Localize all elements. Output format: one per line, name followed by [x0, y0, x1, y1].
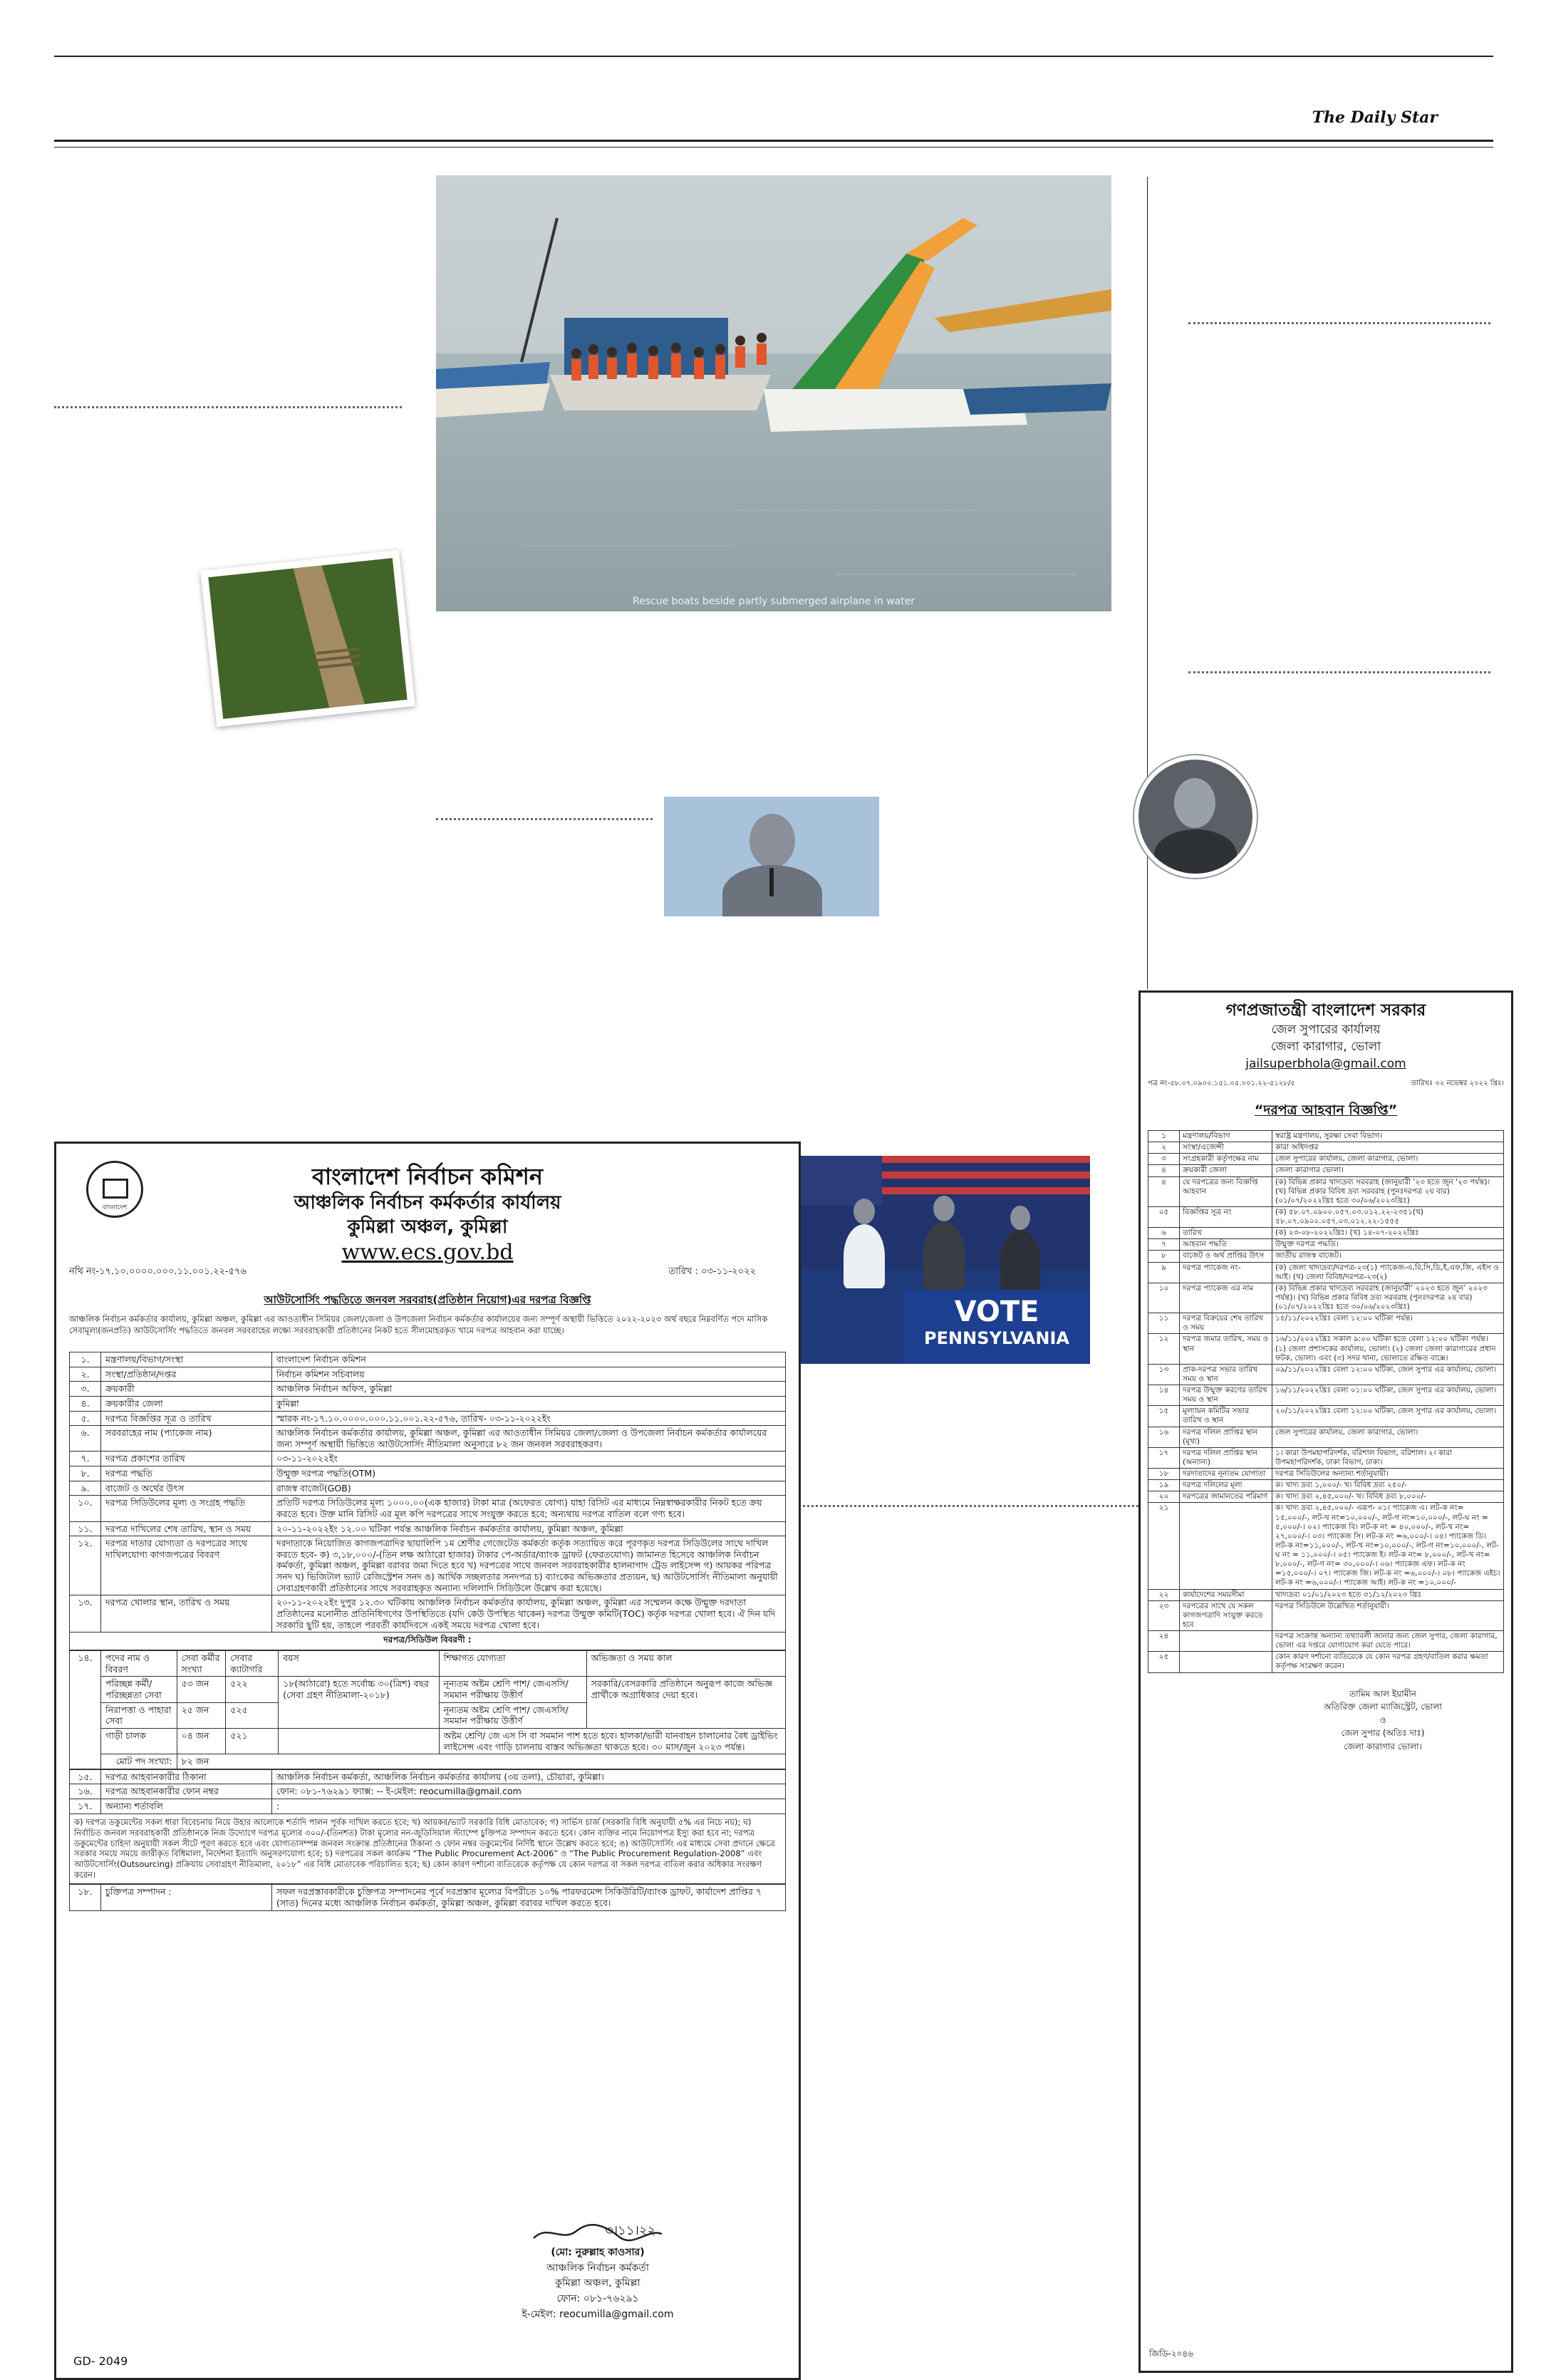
ec-signer-title: আঞ্চলিক নির্বাচন কর্মকর্তা	[546, 2262, 649, 2274]
jail-signature-block	[1262, 1687, 1504, 1754]
post-count: ০৪ জন	[177, 1728, 226, 1754]
post-education: অষ্টম শ্রেণি/ জে এস সি বা সমমান পাশ হতে হবে।	[443, 1729, 618, 1741]
person-head-placeholder	[933, 1196, 955, 1221]
ec-logo	[86, 1161, 143, 1218]
row-label: প্রাক-দরপত্র সভার তারিখ সময় ও স্থান	[1180, 1364, 1272, 1385]
ec-logo-caption: বাংলাদেশ	[102, 1204, 128, 1211]
jail-location: জেলা কারাগার, ভোলা	[1270, 1040, 1381, 1054]
row-number: ৪.	[70, 1396, 101, 1411]
row-value: বাংলাদেশ নির্বাচন কমিশন	[272, 1352, 786, 1367]
ec-header-title: বাংলাদেশ নির্বাচন কমিশন	[312, 1163, 543, 1190]
row-value: খাদ্যদ্রব্য ০১/০১/২০২৩ হতে ৩১/১২/২০২৩ খ্রিঃ	[1272, 1589, 1504, 1600]
post-driver-experience	[439, 1728, 785, 1754]
table-row	[1148, 1469, 1504, 1480]
person-body-placeholder	[1000, 1230, 1040, 1291]
row-label: ক্রয়কারী	[101, 1382, 272, 1397]
table-row	[70, 1352, 786, 1367]
row-number: ৯	[1148, 1262, 1180, 1283]
post-age: ১৮(আঠারো) হতে সর্বোচ্চ ৩০(ত্রিশ) বছর (সেবা গ্রহণ নীতিমালা-২০১৮)	[279, 1677, 439, 1729]
row-number: ২৩	[1148, 1600, 1180, 1630]
row-label: দরদাতাদের নূন্যতম যোগ্যতা	[1180, 1469, 1272, 1480]
ec-rows-table-wrap	[69, 1352, 786, 1911]
row-label: দরপত্র প্রকাশের তারিখ	[101, 1452, 272, 1466]
row-number: ৯.	[70, 1481, 101, 1496]
row-value: স্বরাষ্ট্র মন্ত্রণালয়, সুরক্ষা সেবা বিভাগ।	[1272, 1131, 1504, 1142]
row-label: ক্রয়কারী জেলা	[1180, 1165, 1272, 1176]
row-number: ১৮	[1148, 1469, 1180, 1480]
ec-posts-row-no: ১৪.	[70, 1651, 101, 1769]
row-value: সফল দরপ্রস্তাবকারীকে চুক্তিপত্র সম্পাদনের পূর্বে দরপ্রস্তাব মূল্যের বিপরীতে ১০% পারফরমেন্স সিকিউরিটি/ব্যাংক ড্রাফট, কার্যাদেশ প্রাপ্তির ৭ (সাত) দিনের মধ্যে আঞ্চলিক নির্বাচন কর্মকর্তা, কুমিল্লা অঞ্চল, কুমিল্লা বরাবর দাখিল করতে হবে।	[272, 1885, 786, 1910]
row-label: দরপত্র প্যাকেজ এর নাম	[1180, 1283, 1272, 1313]
row-value: আঞ্চলিক নির্বাচন অফিস, কুমিল্লা	[272, 1382, 786, 1397]
table-row	[70, 1396, 786, 1411]
row-value: (ক) ২৩-০৮-২০২২খ্রিঃ। (খ) ১৪-০৭-২০২২খ্রিঃ	[1272, 1228, 1504, 1239]
row-number: ১৩.	[70, 1595, 101, 1633]
row-number: ৮	[1148, 1251, 1180, 1262]
row-number: ০৫	[1148, 1206, 1180, 1227]
header-rule-2	[54, 147, 1493, 148]
table-row	[1148, 1447, 1504, 1468]
plane-rescue-photo	[436, 175, 1111, 611]
ec-posts-col-5: অভিজ্ঞতা ও সময় কাল	[586, 1651, 785, 1677]
row-number: ১৭	[1148, 1447, 1180, 1468]
top-rule	[54, 56, 1493, 57]
row-number: ১০.	[70, 1496, 101, 1521]
row-number: ২২	[1148, 1589, 1180, 1600]
table-row	[1148, 1364, 1504, 1385]
row-number: ১৯	[1148, 1480, 1180, 1491]
row-value: ১৬/১১/২০২২খ্রিঃ বেলা ০১:০০ ঘটিকা, জেল সুপার এর কার্যালয়, ভোলা।	[1272, 1385, 1504, 1406]
row-number: ১.	[70, 1352, 101, 1367]
row-value: দরপত্র সংক্রান্ত অন্যান্য তথ্যাবলী জানার জন্য জেল সুপার, জেলা কারাগার, ভোলা এর দপ্তরে যোগাযোগ করা যেতে পারে।	[1272, 1631, 1504, 1652]
table-row	[1148, 1313, 1504, 1334]
row-number: ৭.	[70, 1452, 101, 1466]
row-label: বিজ্ঞপ্তির সূত্র নং	[1180, 1206, 1272, 1227]
row-label: মন্ত্রণালয়/বিভাগ/সংস্থা	[101, 1352, 272, 1367]
jail-office: জেল সুপারের কার্যালয়	[1271, 1023, 1381, 1037]
ec-header-subtitle: আঞ্চলিক নির্বাচন কর্মকর্তার কার্যালয়	[294, 1192, 561, 1214]
ec-posts-col-3: বয়স	[279, 1651, 439, 1677]
table-row	[70, 1426, 786, 1452]
ec-notice-title: আউটসোর্সিং পদ্ধতিতে জনবল সরবরাহ(প্রতিষ্ঠান নিয়োগ)এর দরপত্র বিজ্ঞপ্তি	[264, 1293, 591, 1306]
row-label: দরপত্রের জামানতের পরিমাণ	[1180, 1491, 1272, 1503]
total-value: ৮২ জন	[177, 1754, 785, 1769]
ec-posts-col-1: সেবা কর্মীর সংখ্যা	[177, 1651, 226, 1677]
jail-memo: পত্র নং-৫৮.০৭.০৯০০.১৫১.০৫.০০১.২২-৫১২৮/৫	[1148, 1080, 1295, 1087]
row-value: (ক) জেলা খাদ্যদ্রব্য/দরপত্র-২৩(১) প্যাকেজ-এ,বি,সি,ডি,ই,এফ,জি, এইস ও আই। (খ) জেলা বিবিধ/দরপত্র-২৩(২)	[1272, 1262, 1504, 1283]
row-value: ০৩-১১-২০২২ইং	[272, 1452, 786, 1466]
table-row	[1148, 1427, 1504, 1447]
jail-title: “দরপত্র আহবান বিজ্ঞপ্তি”	[1254, 1102, 1398, 1118]
ec-website[interactable]: www.ecs.gov.bd	[341, 1240, 514, 1265]
row-number: ৬	[1148, 1228, 1180, 1239]
person-head-placeholder	[1010, 1206, 1030, 1230]
row-label: দরপত্র আহবানকারীর ফোন নম্বর	[101, 1784, 272, 1799]
rally-sign-bottom: PENNSYLVANIA	[924, 1328, 1069, 1348]
row-value: দরপত্র সিডিউলের অন্যান্য শর্তানুযায়ী।	[1272, 1469, 1504, 1480]
row-number: ৩	[1148, 1154, 1180, 1165]
aerial-forest-photo	[200, 550, 415, 727]
row-value: আঞ্চলিক নির্বাচন কর্মকর্তার কার্যালয়, কুমিল্লা অঞ্চল, কুমিল্লা এর আওতাধীন সিমিয়র জেলা/জেলা ও উপজেলা নির্বাচন কর্মকর্তার কার্যালয়ের জন্য সম্পূর্ণ অস্থায়ী ভিত্তিতে আউটসোর্সিং নীতিমালা অনুসারে ৮২ জন জনবল সরবরাহকরণ।	[272, 1426, 786, 1452]
jail-rows-table	[1148, 1130, 1504, 1673]
row-label: দরপত্র আহবানকারীর ঠিকানা	[101, 1769, 272, 1784]
ec-intro: আঞ্চলিক নির্বাচন কর্মকর্তার কার্যালয়, কুমিল্লা অঞ্চল, কুমিল্লা এর আওতাধীন সিমিয়র জেলা/জেলা ও উপজেলা নির্বাচন কর্মকর্তার কার্যালয়ের জন্য সম্পূর্ণ অস্থায়ী ভিত্তিতে ২০২২-২০২৩ অর্থ বছরে নিম্নবর্ণিত পদে মাসিক সেবামূল্য(জনপ্রতি) আউটসোর্সিং পদ্ধতিতে জনবল সরবরাহের লক্ষ্যে সরবরাহকারী প্রতিষ্ঠানের নিকট হতে সীলমোহরকৃত খামে দরপত্র আহবান করা যাচ্ছে।	[69, 1314, 768, 1335]
ec-posts-col-4: শিক্ষাগত যোগ্যতা	[439, 1651, 586, 1677]
row-value: ক। খাদ্য দ্রব্য ১,০০০/- খ। বিবিধ দ্রব্য ২৫০/-	[1272, 1480, 1504, 1491]
row-value: ২০/১১/২০২২খ্রিঃ বেলা ১২:০০ ঘটিকা, জেল সুপার এর কার্যালয়, ভোলা।	[1272, 1406, 1504, 1427]
row-label: দরপত্র প্যাকেজ নং-	[1180, 1262, 1272, 1283]
ec-posts-col-2: সেবার ক্যাটাগরি	[226, 1651, 279, 1677]
driver-exp: হালকা/ভারী যানবাহন চালানোর বৈধ ড্রাইভিং লাইসেন্স এবং গাড়ি চালনায় বাস্তব অভিজ্ঞতা থাকতে হবে। ৩০ মাস/জুন ২০২৩ পর্যন্ত।	[443, 1729, 778, 1752]
table-row	[1148, 1406, 1504, 1427]
row-value: ২০-১১-২০২২ইং ১২.০০ ঘটিকা পর্যন্ত আঞ্চলিক নির্বাচন কর্মকর্তার কার্যালয়, কুমিল্লা অঞ্চল, কুমিল্লা	[272, 1521, 786, 1536]
jail-signer-title2: জেল সুপার (অতিঃ দাঃ)	[1341, 1728, 1425, 1739]
row-value: ১৫/১১/২০২২খ্রিঃ বেলা ১২:০০ ঘটিকা পর্যন্ত।	[1272, 1313, 1504, 1334]
rally-sign	[903, 1290, 1090, 1364]
row-number: ২৪	[1148, 1631, 1180, 1652]
jail-date: তারিখঃ ০২ নভেম্বর ২০২২ খ্রিঃ।	[1411, 1080, 1504, 1087]
row-number: ৪	[1148, 1176, 1180, 1206]
table-row	[1148, 1385, 1504, 1406]
row-label: দরপত্র দাতার যোগ্যতা ও দরপত্রের সাথে দাখিলযোগ্য কাগজপত্রের বিবরণ	[101, 1536, 272, 1595]
jail-email[interactable]: jailsuperbhola@gmail.com	[1245, 1057, 1406, 1071]
person-head-placeholder	[854, 1199, 875, 1224]
row-number: ১০	[1148, 1283, 1180, 1313]
post-count: ৫৩ জন	[177, 1677, 226, 1702]
signature-scribble	[498, 2221, 697, 2245]
ec-memo-no: নথি নং-১৭.১০.০০০০.০০০.১১.০০১.২২-৫৭৬	[69, 1266, 247, 1277]
table-row	[70, 1536, 786, 1595]
person-head-placeholder	[1174, 778, 1215, 828]
ec-signature-block	[498, 2221, 697, 2322]
column-rule-right	[1147, 177, 1148, 989]
row-value: ১৬/১১/২০২২খ্রিঃ সকাল ৯:০০ ঘটিকা হতে বেলা ১২:০০ ঘটিকা পর্যন্ত। (১) জেলা প্রশাসকের কার্যালয়, ভোলা। (২) জেলা জেলা কারাগারের প্রধান ফটক, ভোলা। এবং (৩) সদর থানা, ভোলাতে রক্ষিত বাক্সে।	[1272, 1334, 1504, 1364]
row-value: (ক) বিভিন্ন প্রকার খাদ্যদ্রব্য সরবরাহ (জানুয়ারী’ ২০২৩ হতে জুন’ ২০২৩ পর্যন্ত)। (খ) বিভিন্ন প্রকার বিবিধ দ্রব্য সরবরাহ (পুনঃদরপত্র ২য় বার) (০১/০৭/২০২২খ্রিঃ হতে ৩০/০৬/২০২৩খ্রিঃ)	[1272, 1283, 1504, 1313]
table-row	[1148, 1176, 1504, 1206]
plane-rescue-alt: Rescue boats beside partly submerged airplane in water	[632, 596, 915, 607]
ec-posts-table	[69, 1650, 786, 1769]
table-row	[1148, 1228, 1504, 1239]
row-number: ১	[1148, 1131, 1180, 1142]
ec-posts-col-0: পদের নাম ও বিবরণ	[101, 1651, 177, 1677]
person-body-placeholder	[1154, 829, 1237, 878]
row-number: ১৮.	[70, 1885, 101, 1910]
row-value: কুমিল্লা	[272, 1396, 786, 1411]
header-rule-1	[54, 140, 1493, 142]
microphone	[769, 868, 774, 896]
table-row	[70, 1367, 786, 1382]
row-number: ২১	[1148, 1503, 1180, 1589]
post-name: পরিচ্ছন্ন কর্মী/পরিচ্ছন্নতা সেবা	[101, 1677, 177, 1702]
row-label: সংস্থা/প্রতিষ্ঠান/দপ্তর	[101, 1367, 272, 1382]
post-education: নূন্যতম অষ্টম শ্রেণি পাশ/ জেএসসি/সমমান পরীক্ষায় উত্তীর্ণ	[439, 1702, 586, 1728]
row-label: চুক্তিপত্র সম্পাদন :	[101, 1885, 272, 1910]
row-label: বাজেট ও অর্থের উৎস	[101, 1481, 272, 1496]
table-row	[1148, 1239, 1504, 1251]
row-label: যে দরপত্রের জন্য বিজ্ঞপ্তি আহবান	[1180, 1176, 1272, 1206]
row-number: ১৬.	[70, 1784, 101, 1799]
row-label: দরপত্র দাখিলের শেষ তারিখ, স্থান ও সময়	[101, 1521, 272, 1536]
post-name: নিরাপত্তা ও পাহারা সেবা	[101, 1702, 177, 1728]
table-row	[70, 1452, 786, 1466]
row-value: (ক) বিভিন্ন প্রকার খাদ্যদ্রব্য সরবরাহ (জানুয়ারী '২৩ হতে জুন '২৩ পর্যন্ত)। (খ) বিভিন্ন প্রকার বিবিধ দ্রব্য সরবরাহ (পুনঃদরপত্র ২য় বার) (০১/০৭/২০২২খ্রিঃ হতে ৩০/০৬/২০২৩খ্রিঃ)	[1272, 1176, 1504, 1206]
row-value: :	[272, 1799, 786, 1814]
row-value: কোন কারণ দর্শানো ব্যতিরেকে যে কোন দরপত্র গ্রহণ/বাতিল করার ক্ষমতা কর্তৃপক্ষ সংরক্ষণ করেন।	[1272, 1652, 1504, 1672]
row-value: দরদাতাকে নিয়োজিত কাগজপত্রাদির ছায়ালিপি ১ম শ্রেণীর গেজেটেড কর্মকর্তা কর্তৃক সত্যায়িত করে পূরণকৃত দরপত্র সিডিউলের সাথে দাখিল করতে হবে- ক) ৩,১৮,০০০/-(তিন লক্ষ আঠারো হাজার) টাকার পে-অর্ডার/ব্যাংক ড্রাফট (ফেরতযোগ্য) জামানত হিসেবে আঞ্চলিক নির্বাচন কর্মকর্তা, কুমিল্লা অঞ্চল, কুমিল্লা বরাবর জমা দিতে হবে খ) দরপত্রের সাথে জনবল সরবরাহকারীর হালনাগাদ ট্রেড লাইসেন্স গ) আয়কর পরিপত্র সনদ ঘ) ভিজিটাল ভ্যাট রেজিস্ট্রেশন সনদ ঙ) আর্থিক সচ্ছলতার সনদপত্র চ) ব্যাংকের অভিজ্ঞতার প্রত্যয়ন, ছ) আউটসোর্সিং নীতিমালা অনুযায়ী সেবাগ্রহণকারী প্রতিষ্ঠানের সাথে সরবরাহকৃত অন্যান্য দলিলাদি সিডিউলে উল্লেখ করা হয়েছে।	[272, 1536, 786, 1595]
jail-signer-name: তামিম আল ইয়ামীন	[1349, 1688, 1416, 1699]
ec-rows-table	[69, 1352, 786, 1633]
row-value: (ক) ৫৮.০৭.০৯০০.০৫৭.০৩.০১২.২২-২৩৫১(খ) ৫৮.০৭.০৯০০.০৫৭.০৩.০১২.২২-১৫৫৫	[1272, 1206, 1504, 1227]
row-value: ০৯/১১/২০২২খ্রিঃ বেলা ১২:০০ ঘটিকা, জেল সুপার এর কার্যালয়, ভোলা।	[1272, 1364, 1504, 1385]
row-number: ২	[1148, 1142, 1180, 1154]
row-value: ১। কারা উপমহাপরিদর্শক, বরিশাল বিভাগ, বরিশাল। ২। কারা উপমহাপরিদর্শক, ঢাকা বিভাগ, ঢাকা।	[1272, 1447, 1504, 1468]
row-label: দরপত্র সিডিউলের মূল্য ও সংগ্রহ পদ্ধতি	[101, 1496, 272, 1521]
separator-center	[436, 818, 653, 820]
row-value: ক। খাদ্য দ্রব্য ২,৪৫,০০০/- এরূপ- ০১। প্যাকেজ এ। লট-ক নং= ১৫,০০০/-, লট-খ নং=১০,০০০/-, লট-গ নং=১০,০০০/-, লট-ঘ নং = ৫,০০০/-। ০২। প্যাকেজ বি। লট-ক নং = ৪০,০০০/-, লট-খ নং= ২৭,০০০/-। ০৩। প্যাকেজ সি। লট-ক নং =৬,০০০/-। ০৪। প্যাকেজ ডি। লট-ক নং=১১,০০০/-, লট-খ নং=১০,০০০/-, লট-গ নং=১০,০০০/-, লট-ঘ নং = ১১,০০০/-। ০৫। প্যাকেজ ই। লট-ক নং= ৮,০০০/-, লট-খ নং= ৮,০০০/-, লট-গ নং= ৩০,০০০/-। ০৬। প্যাকেজ এফ। লট-ক নং =১৫,০০০/-। ০৭। প্যাকেজ জি। লট-ক নং =৬,০০০/-। ০৮। প্যাকেজ এইচ। লট-ক নং =৬,০০০/-। প্যাকেজ আই। লট-ক নং =১০,০০০/-	[1272, 1503, 1504, 1589]
table-row	[1148, 1165, 1504, 1176]
row-number: ৪	[1148, 1165, 1180, 1176]
row-number: ৮.	[70, 1466, 101, 1481]
table-row	[70, 1885, 786, 1910]
table-row	[1148, 1503, 1504, 1589]
ballot-box-icon	[103, 1179, 128, 1199]
row-value: দরপত্র সিডিউলে উল্লেখিত শর্তানুযায়ী।	[1272, 1600, 1504, 1630]
table-row	[1148, 1154, 1504, 1165]
ec-signer-phone: ফোন: ০৮১-৭৬২৯১	[556, 2293, 639, 2305]
separator-rally	[798, 1505, 1138, 1507]
row-value: স্মারক নং-১৭.১০.০০০০.০০০.১১.০০১.২২-৫৭৬, তারিখ- ০৩-১১-২০২২ইং	[272, 1411, 786, 1426]
row-label	[1180, 1503, 1272, 1589]
jail-signer-and: ও	[1379, 1714, 1386, 1725]
row-value: ফোন: ০৮১-৭৬২৯১ ফ্যাক্স: -- ই-মেইল: reocumilla@gmail.com	[272, 1784, 786, 1799]
table-row	[70, 1521, 786, 1536]
post-category: ৫২২	[226, 1677, 279, 1702]
row-number: ১১.	[70, 1521, 101, 1536]
ec-rows-c-table	[69, 1884, 786, 1910]
row-number: ২.	[70, 1367, 101, 1382]
ec-posts-heading: দরপত্র/সিডিউল বিবরণী :	[69, 1633, 786, 1650]
table-row	[70, 1411, 786, 1426]
post-education: নূন্যতম অষ্টম শ্রেণি পাশ/ জেএসসি/সমমান পরীক্ষায় উত্তীর্ণ	[439, 1677, 586, 1702]
table-row	[1148, 1600, 1504, 1630]
jail-signer-location: জেলা কারাগার ভোলা।	[1344, 1741, 1422, 1752]
rally-photo	[797, 1156, 1090, 1364]
table-row	[70, 1496, 786, 1521]
row-label: সরবরাহের নাম (প্যাকেজ নাম)	[101, 1426, 272, 1452]
row-label: মন্ত্রণালয়/বিভাগ	[1180, 1131, 1272, 1142]
jail-code: জিডি-২০৪৬	[1149, 2349, 1193, 2359]
table-row	[70, 1481, 786, 1496]
row-label: দরপত্র দলিলের মূল্য	[1180, 1480, 1272, 1491]
table-row	[70, 1382, 786, 1397]
row-number: ১৫.	[70, 1769, 101, 1784]
row-number: ১৭.	[70, 1799, 101, 1814]
table-row	[1148, 1334, 1504, 1364]
jail-govt: গণপ্রজাতন্ত্রী বাংলাদেশ সরকার	[1225, 1001, 1426, 1020]
row-number: ১১	[1148, 1313, 1180, 1334]
row-number: ১৫	[1148, 1406, 1180, 1427]
row-label: অন্যান্য শর্তাবলি	[101, 1799, 272, 1814]
row-value: উন্মুক্ত দরপত্র পদ্ধতি(OTM)	[272, 1466, 786, 1481]
row-value: কারা অধিদপ্তর	[1272, 1142, 1504, 1154]
table-row	[70, 1769, 786, 1784]
row-number: ৩.	[70, 1382, 101, 1397]
person-body-placeholder	[923, 1221, 965, 1290]
row-number: ১২.	[70, 1536, 101, 1595]
ec-conditions: ক) দরপত্র ডকুমেন্টের সকল ধারা বিবেচনায় নিয়ে উহার আলোকে শর্তাদি পালন পূর্বক দাখিল করতে হবে; খ) আয়কর/ভ্যাট সরকারি বিধি মোতাবেক; গ) সার্ভিস চার্জ (সরকারি বিধি অনুযায়ী ৫% এর নিচে নয়); ঘ) নির্বাচিত জনবল সরবরাহকারী প্রতিষ্ঠানকে নিজ উদ্যোগে দরপত্র মূল্যের ৩০০/-(তিনশত) টাকা মূল্যের নন-জুডিসিয়াল স্ট্যাম্পে চুক্তিপত্র সম্পাদন করতে হবে। কোন ব্যক্তির নামে নিয়োগপত্র ইস্যু করা হবে না; দরপত্র ডকুমেন্টের চাহিদা অনুযায়ী সকল সীটে পূরণ করতে হবে এবং যোগ্যতাসম্পন্ন জনবল সংক্রান্ত প্রতিষ্ঠানের ঠিকানা ও ফোন নম্বর ডকুমেন্টের নির্দিষ্ট স্থানে উল্লেখ করতে হবে; ঙ) আউটসোর্সিং এর মাধ্যমে সেবা প্রদানে ক্ষেত্রে সরকার সময়ে সময়ে জারীকৃত বিধিমালা, নির্দেশনা ইত্যাদি অনুসরণযোগ্য হবে; চ) দরপত্রের সকল কার্যক্রম “The Public Procurement Act-2006” ও “The Public Procurement Regulation-2008” এবং আউটসোর্সিং(Outsourcing) প্রক্রিয়ায় সেবাগ্রহণ নীতিমালা, ২০১৮” এর বিধি মোতাবেক পরিচালিত হবে; ছ) কোন কারণ দর্শানো ব্যতিরেকে কর্তৃপক্ষ যে কোন দরপত্র বা সকল দরপত্র বাতিল করার অধিকার সংরক্ষণ করেন।	[69, 1814, 786, 1885]
table-row	[70, 1466, 786, 1481]
ec-tender-notice	[54, 1142, 801, 2380]
speaker-portrait-photo	[664, 797, 879, 916]
table-row	[70, 1784, 786, 1799]
row-label: সংগ্রহকারী কর্তৃপক্ষের নাম	[1180, 1154, 1272, 1165]
row-number: ১৩	[1148, 1364, 1180, 1385]
row-label: আহবান পদ্ধতি	[1180, 1239, 1272, 1251]
signature-date: ৩।১১।২২	[605, 2223, 656, 2238]
row-number: ৫.	[70, 1411, 101, 1426]
row-label: সংস্থা/এজেন্সী	[1180, 1142, 1272, 1154]
row-label	[1180, 1652, 1272, 1672]
person-body-placeholder	[844, 1224, 885, 1288]
row-label: তারিখ	[1180, 1228, 1272, 1239]
row-number: ৬.	[70, 1426, 101, 1452]
post-category: ৫২৫	[226, 1702, 279, 1728]
table-row	[1148, 1262, 1504, 1283]
rally-sign-top: VOTE	[954, 1295, 1039, 1328]
ec-signer-email[interactable]: ই-মেইল: reocumilla@gmail.com	[522, 2308, 674, 2320]
table-row	[70, 1799, 786, 1814]
separator-right-1	[1188, 322, 1490, 324]
table-row	[1148, 1142, 1504, 1154]
row-number: ১৪	[1148, 1385, 1180, 1406]
table-row	[1148, 1652, 1504, 1672]
row-label: দরপত্র বিজ্ঞপ্তির সূত্র ও তারিখ	[101, 1411, 272, 1426]
row-value: আঞ্চলিক নির্বাচন কর্মকর্তা, আঞ্চলিক নির্বাচন কর্মকর্তার কার্যালয় (৩য় তলা), চৌয়ারা, কুমিল্লা।	[272, 1769, 786, 1784]
ec-signer-name: (মো: নুরুল্লাহ কাওসার)	[551, 2247, 645, 2258]
separator-left	[54, 406, 402, 408]
row-label: বাজেট ও অর্থ প্রাপ্তির উৎস	[1180, 1251, 1272, 1262]
separator-right-2	[1188, 671, 1490, 673]
row-number: ৭	[1148, 1239, 1180, 1251]
ec-signer-location: কুমিল্লা অঞ্চল, কুমিল্লা	[555, 2277, 640, 2290]
table-row	[1148, 1251, 1504, 1262]
row-value: উন্মুক্ত দরপত্র পদ্ধতি।	[1272, 1239, 1504, 1251]
row-label: দরপত্রের সাথে যে সকল কাগজপত্রাদি সংযুক্ত করতে হবে	[1180, 1600, 1272, 1630]
post-age-blank	[279, 1728, 439, 1754]
row-label: দরপত্র খোলার স্থান, তারিখ ও সময়	[101, 1595, 272, 1633]
row-label: দরপত্র পদ্ধতি	[101, 1466, 272, 1481]
row-value: জাতীয় রাজস্ব বাজেট।	[1272, 1251, 1504, 1262]
row-label: ক্রয়কারীর জেলা	[101, 1396, 272, 1411]
ec-header-location: কুমিল্লা অঞ্চল, কুমিল্লা	[347, 1216, 508, 1238]
row-label: দরপত্র দলিল প্রাপ্তির স্থান (মূখ্য)	[1180, 1427, 1272, 1447]
post-name: গাড়ী চালক	[101, 1728, 177, 1754]
row-value: জেল সুপারের কার্যালয়, জেলা কারাগার, ভোলা।	[1272, 1154, 1504, 1165]
person-head-placeholder	[749, 814, 795, 868]
row-label: দরপত্র জমার তারিখ, সময় ও স্থান	[1180, 1334, 1272, 1364]
row-label: কার্যাদেশের সময়সীমা	[1180, 1589, 1272, 1600]
row-label	[1180, 1631, 1272, 1652]
row-value: ক। খাদ্য দ্রব্য ২,৪৫,০০০/- খ। বিবিধ দ্রব্য ৮,০০০/-	[1272, 1491, 1504, 1503]
table-row	[1148, 1491, 1504, 1503]
round-portrait-photo	[1134, 755, 1257, 878]
masthead-logo: The Daily Star	[1312, 108, 1438, 127]
row-label: মূল্যায়ন কমিটির সভার তারিখ ও স্থান	[1180, 1406, 1272, 1427]
row-value: জেল সুপারের কার্যালয়, জেলা কারাগার, ভোলা।	[1272, 1427, 1504, 1447]
row-value: প্রতিটি দরপত্র সিডিউলের মূল্য ১০০০.০০(এক হাজার) টাকা মাত্র (অফেরত যোগ্য) যাহা রিসিট এর মাধ্যমে নিম্নস্বাক্ষরকারীর নিকট হতে ক্রয় করতে হবে। উক্ত মানি রিসিট এর মূল কপি দরপত্রের সাথে সংযুক্ত করতে হবে; অন্যথায় দরপত্র বাতিল বলে গণ্য হবে।	[272, 1496, 786, 1521]
ec-rows-b-table	[69, 1769, 786, 1814]
post-category: ৫২১	[226, 1728, 279, 1754]
ec-date: তারিখ : ০৩-১১-২০২২	[668, 1266, 756, 1277]
jail-signer-title: অতিরিক্ত জেলা ম্যাজিস্ট্রেট, ভোলা	[1324, 1702, 1442, 1712]
table-row	[70, 1595, 786, 1633]
table-row	[1148, 1206, 1504, 1227]
row-value: নির্বাচন কমিশন সচিবালয়	[272, 1367, 786, 1382]
row-number: ২০	[1148, 1491, 1180, 1503]
post-experience: সরকারি/বেসরকারি প্রতিষ্ঠানে অনুরূপ কাজে অভিজ্ঞ প্রার্থীকে অগ্রাধিকার দেয়া হবে।	[586, 1677, 785, 1729]
table-row	[1148, 1589, 1504, 1600]
table-row	[1148, 1631, 1504, 1652]
post-count: ২৫ জন	[177, 1702, 226, 1728]
row-label: দরপত্র দলিল প্রাপ্তির স্থান (অন্যান্য)	[1180, 1447, 1272, 1468]
row-number: ১২	[1148, 1334, 1180, 1364]
jail-tender-notice	[1138, 990, 1513, 2373]
row-value: জেলা কারাগার ভোলা।	[1272, 1165, 1504, 1176]
table-row	[1148, 1480, 1504, 1491]
row-value: রাজস্ব বাজেট(GOB)	[272, 1481, 786, 1496]
row-number: ২৫	[1148, 1652, 1180, 1672]
row-value: ২০-১১-২০২২ইং দুপুর ১২.৩০ ঘটিকায় আঞ্চলিক নির্বাচন কর্মকর্তার কার্যালয়, কুমিল্লা অঞ্চল, কুমিল্লা এর সম্মেলন কক্ষে উন্মুক্ত দরদাতা প্রতিষ্ঠানের মনোনীত প্রতিনিধিগণের উপস্থিতিতে (যদি কেউ উপস্থিত থাকেন) দরপত্র উন্মুক্ত কমিটি(TOC) কর্তৃক দরপত্র খোলা হবে। ঐ দিন যদি সরকারি ছুটি হয়, তাহলে পরবর্তী কার্যদিবসে একই সময়ে দরপত্র খোলা হবে।	[272, 1595, 786, 1633]
table-row	[1148, 1283, 1504, 1313]
table-row	[1148, 1131, 1504, 1142]
row-number: ১৬	[1148, 1427, 1180, 1447]
row-label: দরপত্র উন্মুক্ত করণের তারিখ সময় ও স্থান	[1180, 1385, 1272, 1406]
ec-code: GD- 2049	[73, 2354, 128, 2368]
total-label: মোট পদ সংখ্যা:	[101, 1754, 177, 1769]
row-label: দরপত্র বিক্রয়ের শেষ তারিখ ও সময়	[1180, 1313, 1272, 1334]
